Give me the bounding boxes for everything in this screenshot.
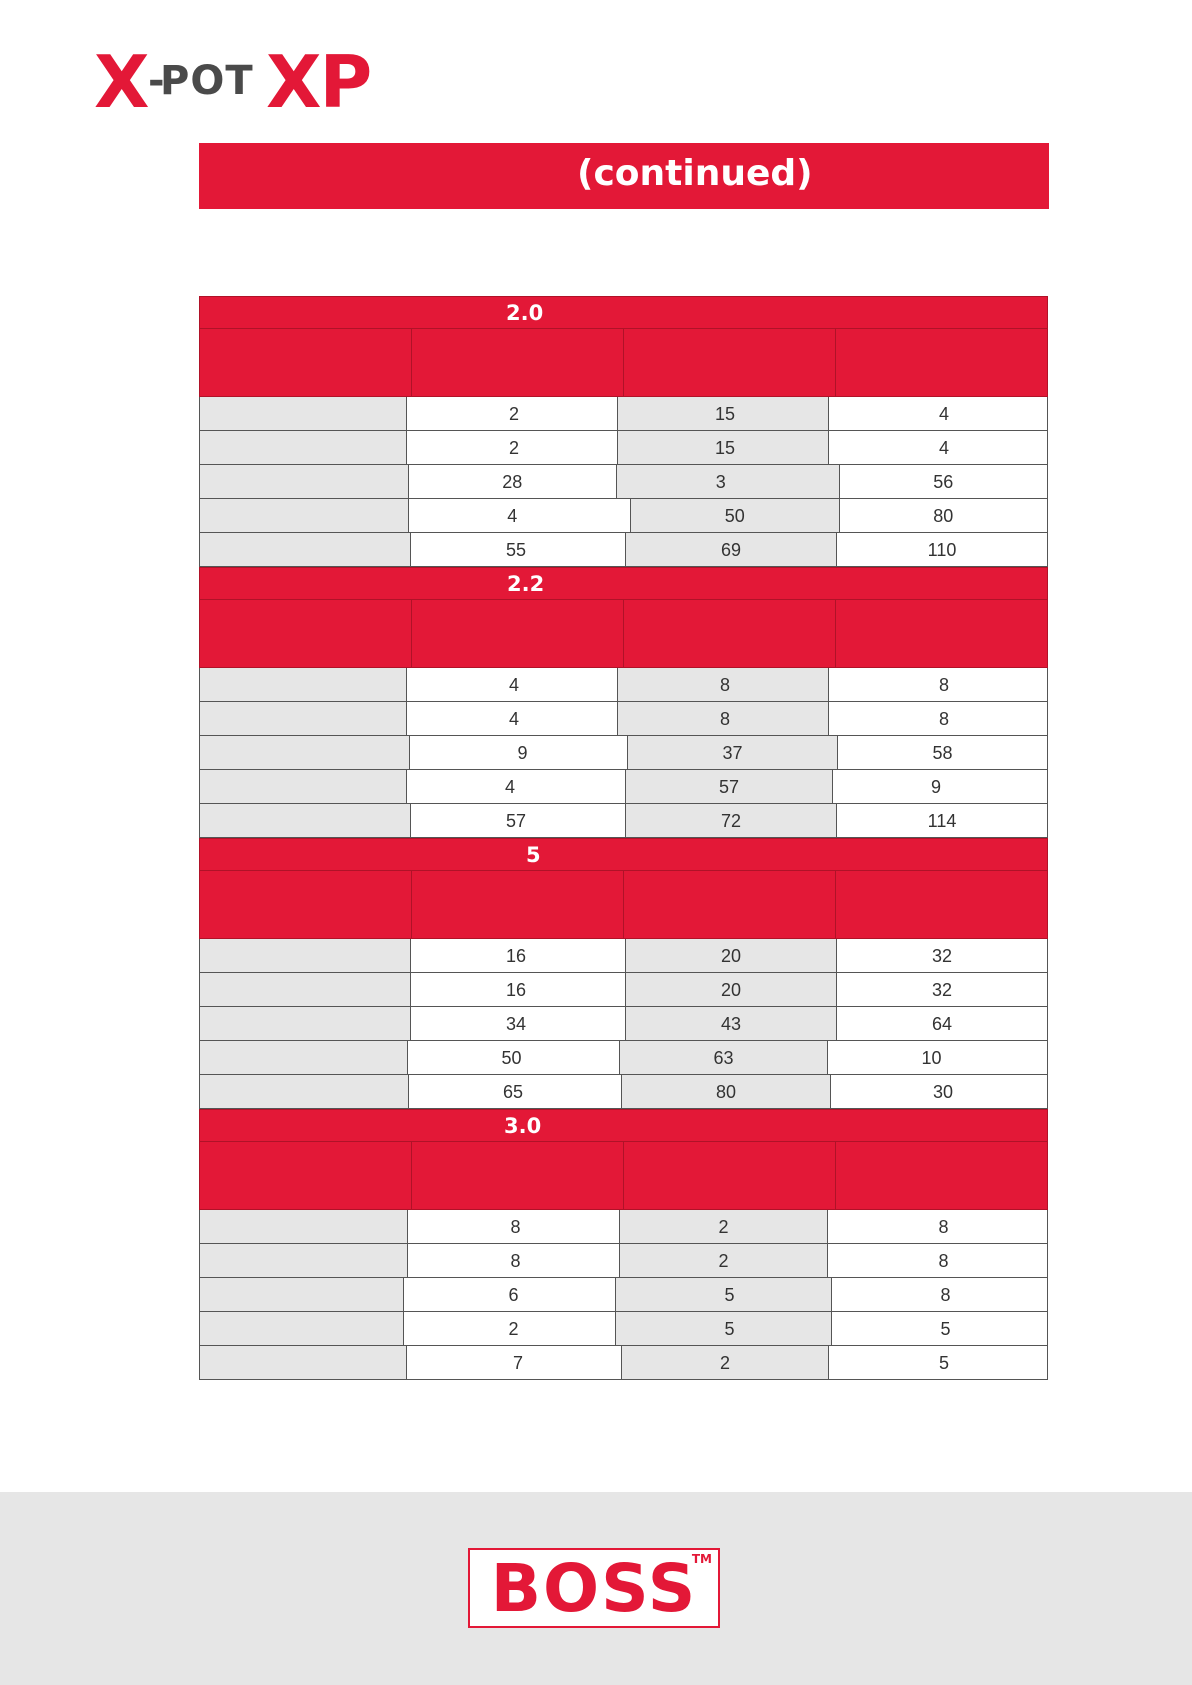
table-cell: 50 [408,1041,620,1075]
table-header-row [199,871,1048,939]
table-cell: 4 [829,397,1048,431]
row-label-cell [199,1075,409,1109]
table-cell: 8 [408,1244,620,1278]
table-cell: 56 [840,465,1049,499]
header-cell [412,871,624,939]
row-label-cell [199,939,411,973]
row-label-cell [199,1312,404,1346]
header-cell [412,600,624,668]
xpot-xp-logo [94,40,384,124]
row-label-cell [199,668,407,702]
table-cell: 37 [628,736,838,770]
header-cell [199,600,412,668]
section-title-bar [199,567,1048,600]
table-cell: 4 [407,702,618,736]
table-row [199,533,1048,567]
table-header-row [199,1142,1048,1210]
row-label-cell [199,804,411,838]
header-cell [624,600,836,668]
table-row [199,1041,1048,1075]
row-label-cell [199,1346,407,1380]
table-row [199,1346,1048,1380]
table-cell: 5 [616,1278,832,1312]
section-title: 5 [526,843,541,867]
row-label-cell [199,1244,408,1278]
row-label-cell [199,465,409,499]
table-cell: 8 [618,702,829,736]
header-cell [199,329,412,397]
table-cell: 8 [828,1244,1048,1278]
table-row [199,1210,1048,1244]
table-row [199,465,1048,499]
row-label-cell [199,1041,408,1075]
row-label-cell [199,736,410,770]
table-row [199,804,1048,838]
boss-logo [468,1548,720,1628]
page-banner [199,143,1049,209]
header-cell [836,600,1048,668]
table-cell: 28 [409,465,618,499]
table-cell: 8 [829,702,1048,736]
table-row [199,770,1048,804]
table-cell: 65 [409,1075,622,1109]
header-cell [412,329,624,397]
table-cell: 2 [407,397,618,431]
table-cell: 8 [408,1210,620,1244]
table-cell: 8 [618,668,829,702]
row-label-cell [199,973,411,1007]
table-cell: 2 [622,1346,829,1380]
section-title: 2.2 [507,572,545,596]
table-cell: 2 [404,1312,616,1346]
table-cell: 34 [411,1007,626,1041]
section-title: 2.0 [506,301,544,325]
header-cell [199,871,412,939]
table-row [199,736,1048,770]
header-cell [624,871,836,939]
table-cell: 10 [828,1041,1048,1075]
table-cell: 9 [410,736,628,770]
table-cell: 15 [618,431,829,465]
header-cell [624,1142,836,1210]
table-cell: 58 [838,736,1048,770]
row-label-cell [199,1278,404,1312]
table-cell: 8 [832,1278,1048,1312]
table-cell: 8 [829,668,1048,702]
logo-xp: XP [266,40,371,124]
table-cell: 2 [620,1210,828,1244]
table-cell: 30 [831,1075,1048,1109]
row-label-cell [199,431,407,465]
table-cell: 32 [837,973,1048,1007]
banner-title: (continued) [577,153,813,194]
table-row [199,939,1048,973]
header-cell [624,329,836,397]
table-cell: 63 [620,1041,828,1075]
table-cell: 72 [626,804,837,838]
table-row [199,1007,1048,1041]
row-label-cell [199,1210,408,1244]
logo-x: X [94,40,148,124]
table-cell: 7 [407,1346,622,1380]
table-row [199,499,1048,533]
table-cell: 4 [407,668,618,702]
table-cell: 114 [837,804,1048,838]
table-cell: 5 [832,1312,1048,1346]
table-header-row [199,329,1048,397]
boss-logo-text: BOSS [490,1550,698,1627]
section-title-bar [199,296,1048,329]
table-cell: 4 [829,431,1048,465]
table-row [199,397,1048,431]
table-row [199,668,1048,702]
table-cell: 80 [622,1075,831,1109]
table-cell: 5 [829,1346,1048,1380]
table-row [199,431,1048,465]
table-header-row [199,600,1048,668]
boss-trademark: TM [691,1552,712,1566]
table-row [199,702,1048,736]
header-cell [199,1142,412,1210]
table-cell: 57 [411,804,626,838]
table-cell: 69 [626,533,837,567]
table-cell: 5 [616,1312,832,1346]
table-cell: 80 [840,499,1049,533]
header-cell [836,871,1048,939]
table-row [199,973,1048,1007]
table-row [199,1312,1048,1346]
table-cell: 50 [631,499,840,533]
table-row [199,1075,1048,1109]
table-cell: 15 [618,397,829,431]
section-title: 3.0 [504,1114,542,1138]
row-label-cell [199,770,407,804]
table-row [199,1278,1048,1312]
table-cell: 20 [626,973,837,1007]
table-cell: 64 [837,1007,1048,1041]
section-title-bar [199,1109,1048,1142]
table-cell: 43 [626,1007,837,1041]
table-cell: 8 [828,1210,1048,1244]
table-cell: 2 [620,1244,828,1278]
table-cell: 16 [411,973,626,1007]
header-cell [836,329,1048,397]
table-cell: 2 [407,431,618,465]
logo-pot: POT [160,58,254,104]
table-cell: 20 [626,939,837,973]
table-cell: 4 [409,499,632,533]
row-label-cell [199,533,411,567]
row-label-cell [199,499,409,533]
table-cell: 3 [617,465,840,499]
table-cell: 4 [407,770,626,804]
section-title-bar [199,838,1048,871]
table-row [199,1244,1048,1278]
header-cell [836,1142,1048,1210]
spec-tables [199,296,1048,1380]
table-cell: 32 [837,939,1048,973]
table-cell: 110 [837,533,1048,567]
header-cell [412,1142,624,1210]
table-cell: 55 [411,533,626,567]
logo-dash: - [148,58,165,104]
table-cell: 57 [626,770,833,804]
row-label-cell [199,397,407,431]
row-label-cell [199,1007,411,1041]
table-cell: 6 [404,1278,616,1312]
row-label-cell [199,702,407,736]
table-cell: 16 [411,939,626,973]
table-cell: 9 [833,770,1048,804]
